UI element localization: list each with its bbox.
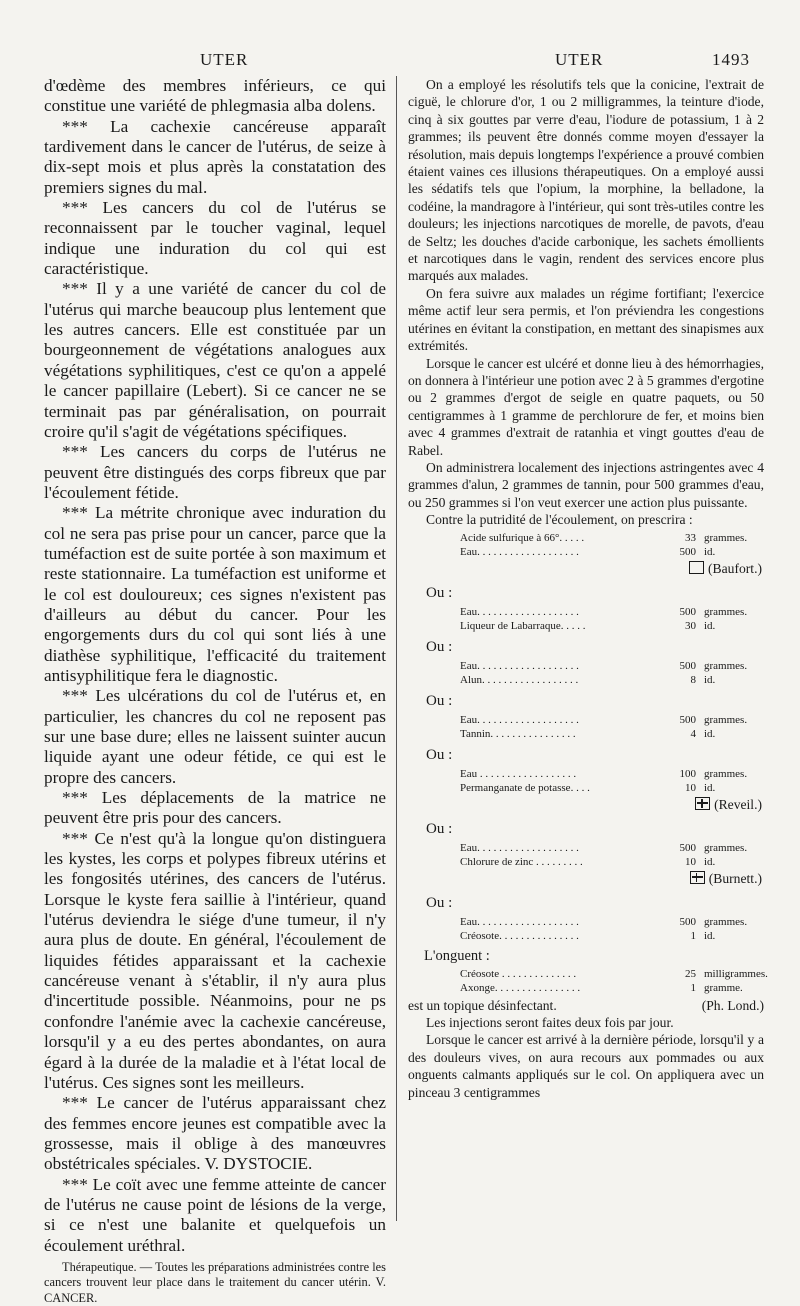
formula-row [408, 915, 764, 929]
therapeutics-note: Thérapeutique. — Toutes les préparations administrées contre les cancers trouvent leur place dans le traitement du cancer utérin. V. CANCER. [44, 1259, 386, 1305]
ingredient-unit: id. [704, 855, 716, 868]
paragraph: *** Le cancer de l'utérus apparaissant chez des femmes encore jeunes est compatible avec la grossesse, mais il oblige à des manœuvres obstétricales spéciales. V. DYSTOCIE. [44, 1093, 386, 1174]
paragraph: Lorsque le cancer est arrivé à la dernière période, lorsqu'il y a des douleurs vives, on aura recours aux pommades ou aux onguents calmants appliqués sur le col. On appliquera avec un pinceau 3 centigrammes [408, 1032, 764, 1100]
formula-row [408, 531, 764, 545]
ingredient-name: Eau. . . . . . . . . . . . . . . . . . . [460, 545, 579, 558]
ingredient-name: Eau. . . . . . . . . . . . . . . . . . . [460, 915, 579, 928]
paragraph: *** Les ulcérations du col de l'utérus et, en particulier, les chancres du col ne reposent pas sur une base dure; elles ne laissent suinter aucun liquide ayant une odeur fétide, ce qui est le propre des cancers. [44, 686, 386, 787]
formula-intro: Ou : [426, 820, 453, 837]
paragraph: *** La cachexie cancéreuse apparaît tardivement dans le cancer de l'utérus, de seize à dix-sept mois et plus après la constatation des premiers signes du mal. [44, 116, 386, 197]
ingredient-unit: gramme. [704, 981, 743, 994]
ingredient-amount: 500 [679, 659, 696, 672]
square-box-icon [689, 561, 704, 574]
formula-row [408, 619, 764, 633]
formula [408, 531, 764, 579]
running-head-right: UTER [555, 50, 604, 69]
ingredient-name: Eau. . . . . . . . . . . . . . . . . . . [460, 841, 579, 854]
paragraph: *** Il y a une variété de cancer du col de l'utérus qui marche beaucoup plus lentement que les autres cancers. Elle est constituée par un bourgeonnement de végétations analogues aux végétations syphilitiques, c'est ce qu'on a appelé le cancer papillaire (Lebert). Si ce cancer ne se terminait pas par généralisation, on pourrait croire qu'il s'agit de végétations spécifiques. [44, 279, 386, 441]
paragraph: *** Les cancers du col de l'utérus se reconnaissent par le toucher vaginal, lequel indique une induration du col qui est caractéristique. [44, 198, 386, 279]
paragraph: Les injections seront faites deux fois par jour. [426, 1014, 674, 1030]
column-divider [396, 76, 397, 1221]
ingredient-unit: id. [704, 727, 716, 740]
ingredient-unit: grammes. [704, 605, 748, 618]
formula-intro: Ou : [426, 692, 453, 709]
ingredient-amount: 500 [679, 915, 696, 928]
paragraph: *** Le coït avec une femme atteinte de cancer de l'utérus ne cause point de lésions de la verge, si ce n'est une balanite et quelquefois un écoulement uréthral. [44, 1174, 386, 1255]
ingredient-amount: 33 [685, 531, 696, 544]
paragraph: *** Ce n'est qu'à la longue qu'on distinguera les kystes, les corps et polypes fibreux utérins et les fongosités utérines, des cancers de l'utérus. Lorsque le kyste fera saillie à l'intérieur, quand l'utérus deviendra le siége d'une tumeur, il n'y aura plus de doute. En général, l'écoulement de liquides fétides apparaissant et la cachexie cancéreuse venant à s'établir, il n'y aura plus d'incertitude possible. Néanmoins, pour ne ps confondre l'anémie avec la cachexie cancéreuse, lorsqu'il y a eu des pertes abondantes, on aura égard à la durée de la maladie et à l'état local de l'utérus. Ces signes sont les meilleurs. [44, 828, 386, 1092]
cross-box-icon [690, 871, 705, 884]
page-number: 1493 [712, 50, 750, 69]
ingredient-amount: 1 [690, 929, 696, 942]
ingredient-name: Chlorure de zinc . . . . . . . . . [460, 855, 583, 868]
ingredient-name: Liqueur de Labarraque. . . . . [460, 619, 586, 632]
formula-source [408, 795, 764, 815]
paragraph: On administrera localement des injections astringentes avec 4 grammes d'alun, 2 grammes de tannin, pour 500 grammes d'eau, ou 250 grammes si l'on veut exercer une action plus puissante. [408, 459, 764, 510]
ingredient-unit: id. [704, 781, 716, 794]
ingredient-amount: 4 [690, 727, 696, 740]
formula-intro: Ou : [426, 746, 453, 763]
ingredient-amount: 500 [679, 605, 696, 618]
ingredient-name: Créosote . . . . . . . . . . . . . . [460, 967, 577, 980]
ingredient-amount: 25 [685, 967, 696, 980]
formula-row [408, 929, 764, 943]
formula-row [408, 855, 764, 869]
ointment-source: (Ph. Lond.) [701, 997, 764, 1013]
ingredient-unit: grammes. [704, 531, 748, 544]
ingredient-name: Créosote. . . . . . . . . . . . . . . [460, 929, 579, 942]
ingredient-amount: 500 [679, 841, 696, 854]
formula-row [408, 713, 764, 727]
source-label: (Reveil.) [714, 796, 762, 812]
formula-row [408, 967, 768, 981]
ingredient-unit: id. [704, 619, 716, 632]
left-column [44, 76, 386, 1306]
ingredient-name: Axonge. . . . . . . . . . . . . . . . [460, 981, 581, 994]
formula [408, 945, 768, 995]
ingredient-unit: milligrammes. [704, 967, 768, 980]
paragraph: On fera suivre aux malades un régime fortifiant; l'exercice même actif leur sera permis, et l'on préviendra les congestions utérines en évitant la constipation, en mettant des sinapismes aux extrémités. [408, 285, 764, 354]
formula [408, 891, 764, 943]
formula [408, 817, 764, 889]
formula-source [408, 559, 764, 579]
formula-row [408, 659, 764, 673]
ingredient-name: Alun. . . . . . . . . . . . . . . . . . [460, 673, 579, 686]
formula-row [408, 781, 764, 795]
ingredient-amount: 500 [679, 545, 696, 558]
source-label: (Burnett.) [708, 870, 762, 886]
ingredient-unit: grammes. [704, 659, 748, 672]
formula-row [408, 841, 764, 855]
formula-row [408, 673, 764, 687]
paragraph: Lorsque le cancer est ulcéré et donne lieu à des hémorrhagies, on donnera à l'intérieur une potion avec 2 à 5 grammes d'ergotine ou 2 grammes d'ergot de seigle en quatre paquets, ou 50 centigrammes à 1 gramme de perchlorure de fer, et moins bien avec 4 grammes d'extrait de ratanhia et vingt gouttes d'eau de Rabel. [408, 355, 764, 458]
right-column [408, 76, 768, 1101]
formula-row [408, 605, 764, 619]
ingredient-unit: id. [704, 673, 716, 686]
ingredient-name: Acide sulfurique à 66°. . . . . [460, 531, 585, 544]
ingredient-amount: 1 [690, 981, 696, 994]
paragraph: *** La métrite chronique avec induration du col ne sera pas prise pour un cancer, parce que la tuméfaction est de suite portée à son maximum et reste stationnaire. La tuméfaction est uniforme et le col est douloureux; ces signes n'existent pas d'ailleurs au début du cancer. Pour les engorgements durs du col qui sont liés à une diathèse syphilitique, l'efficacité du traitement antisyphilitique fera le diagnostic. [44, 503, 386, 685]
cross-box-icon [695, 797, 710, 810]
ingredient-amount: 8 [690, 673, 696, 686]
ingredient-amount: 10 [685, 781, 696, 794]
formula [408, 689, 764, 741]
ingredient-name: Eau. . . . . . . . . . . . . . . . . . . [460, 713, 579, 726]
ingredient-unit: grammes. [704, 841, 748, 854]
ingredient-name: Eau. . . . . . . . . . . . . . . . . . . [460, 605, 579, 618]
ingredient-name: Eau. . . . . . . . . . . . . . . . . . . [460, 659, 579, 672]
formula-intro: Ou : [426, 584, 453, 601]
formula-intro: Ou : [426, 894, 453, 911]
ingredient-name: Tannin. . . . . . . . . . . . . . . . [460, 727, 576, 740]
formula-intro: L'onguent : [424, 947, 490, 964]
ingredient-unit: grammes. [704, 915, 748, 928]
ingredient-amount: 10 [685, 855, 696, 868]
ingredient-name: Eau . . . . . . . . . . . . . . . . . . [460, 767, 577, 780]
formula [408, 635, 764, 687]
formula-intro: Ou : [426, 638, 453, 655]
paragraph: *** Les déplacements de la matrice ne peuvent être pris pour des cancers. [44, 788, 386, 828]
paragraph: d'œdème des membres inférieurs, ce qui constitue une variété de phlegmasia alba dolens. [44, 76, 386, 116]
ingredient-unit: grammes. [704, 713, 748, 726]
paragraph: Contre la putridité de l'écoulement, on prescrira : [426, 512, 693, 528]
ingredient-unit: id. [704, 929, 716, 942]
source-label: (Baufort.) [708, 560, 762, 576]
ingredient-unit: grammes. [704, 767, 748, 780]
formula-row [408, 727, 764, 741]
ingredient-amount: 500 [679, 713, 696, 726]
ointment-line [408, 997, 764, 1014]
formula [408, 581, 764, 633]
ingredient-amount: 100 [679, 767, 696, 780]
ingredient-amount: 30 [685, 619, 696, 632]
paragraph: On a employé les résolutifs tels que la conicine, l'extrait de ciguë, le chlorure d'or, 1 ou 2 milligrammes, la teinture d'iode, cinq à six gouttes par verre d'eau, l'iodure de potassium, 1 à 2 grammes; ils peuvent être donnés comme moyen d'essayer la résolution, mais depuis longtemps l'expérience a prouvé combien étaient vaines ces illusions thérapeutiques. On a employé aussi les sédatifs tels que l'opium, la morphine, la belladone, la codéine, la mandragore à l'intérieur, qui sont très-utiles contre les douleurs; les injections narcotiques de morelle, de pavots, d'eau de Seltz; les douches d'acide carbonique, les sachets émollients et narcotiques dans le vagin, rendent des services encore plus marqués aux malades. [408, 77, 764, 284]
formula [408, 743, 764, 815]
ointment-note: est un topique désinfectant. [408, 997, 557, 1013]
formula-row [408, 981, 764, 995]
ingredient-name: Permanganate de potasse. . . . [460, 781, 590, 794]
paragraph: *** Les cancers du corps de l'utérus ne peuvent être distingués des corps fibreux que par l'écoulement fétide. [44, 442, 386, 502]
ingredient-unit: id. [704, 545, 716, 558]
running-head-left: UTER [200, 50, 249, 69]
formula-row [408, 767, 764, 781]
formula-source [408, 869, 764, 889]
formula-row [408, 545, 764, 559]
